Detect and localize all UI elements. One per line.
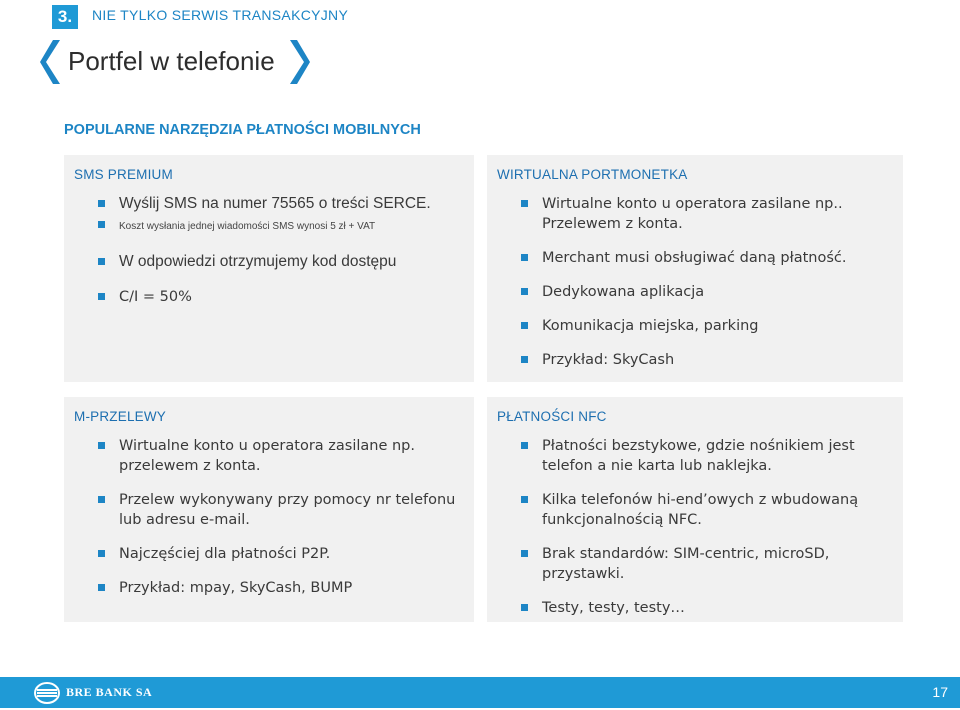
panel-title: SMS PREMIUM xyxy=(74,167,173,182)
list-item-text: Kilka telefonów hi-end’owych z wbudowaną funkcjonalnością NFC. xyxy=(542,492,859,528)
panel-m-transfers xyxy=(64,397,474,622)
list-item xyxy=(74,436,464,476)
list-item xyxy=(74,252,464,271)
panel-sms-premium xyxy=(64,155,474,382)
list-item-text: W odpowiedzi otrzymujemy kod dostępu xyxy=(119,253,397,270)
list-item xyxy=(74,215,464,236)
list-item-text: Wirtualne konto u operatora zasilane np.. Przelewem z konta. xyxy=(542,196,843,232)
footer-brand: BRE BANK SA xyxy=(66,685,153,699)
list-item xyxy=(497,282,893,302)
list-item xyxy=(497,490,893,530)
list-item-text: C/I = 50% xyxy=(119,289,192,305)
page-title: Portfel w telefonie xyxy=(68,46,275,76)
list-item xyxy=(497,316,893,336)
list-item xyxy=(497,436,893,476)
list-item xyxy=(497,248,893,268)
bullet-icon xyxy=(521,496,528,503)
list-item xyxy=(74,578,464,598)
page-number: 17 xyxy=(932,684,948,700)
list-item xyxy=(74,490,464,530)
list-item xyxy=(74,287,464,307)
bullet-icon xyxy=(98,200,105,207)
list-item xyxy=(497,350,893,370)
panel-virtual-wallet xyxy=(487,155,903,382)
list-item-text: Brak standardów: SIM-centric, microSD, przystawki. xyxy=(542,546,830,582)
bullet-icon xyxy=(98,550,105,557)
chevron-left-icon xyxy=(40,38,64,86)
list-item-text: Przykład: SkyCash xyxy=(542,352,675,368)
list-item-text: Dedykowana aplikacja xyxy=(542,284,705,300)
list-item-text: Najczęściej dla płatności P2P. xyxy=(119,546,331,562)
bullet-icon xyxy=(98,442,105,449)
list-item xyxy=(74,194,464,213)
list-item-text: Wirtualne konto u operatora zasilane np. przelewem z konta. xyxy=(119,438,415,474)
bullet-icon xyxy=(98,496,105,503)
section-number-badge: 3. xyxy=(52,5,78,29)
bullet-icon xyxy=(98,293,105,300)
section-title: NIE TYLKO SERWIS TRANSAKCYJNY xyxy=(92,7,349,23)
bullet-icon xyxy=(521,322,528,329)
bullet-icon xyxy=(521,200,528,207)
bre-bank-logo-icon xyxy=(34,682,60,704)
list-item xyxy=(497,598,893,618)
chevron-right-icon xyxy=(286,38,310,86)
list-item xyxy=(497,194,893,234)
bullet-icon xyxy=(521,254,528,261)
panel-nfc-payments xyxy=(487,397,903,622)
list-item-text: Przykład: mpay, SkyCash, BUMP xyxy=(119,580,353,596)
list-item-text: Merchant musi obsługiwać daną płatność. xyxy=(542,250,847,266)
bullet-icon xyxy=(521,442,528,449)
footer-bar xyxy=(0,677,960,708)
bullet-icon xyxy=(521,356,528,363)
bullet-icon xyxy=(98,258,105,265)
bullet-icon xyxy=(98,584,105,591)
list-item-text: Płatności bezstykowe, gdzie nośnikiem jest telefon a nie karta lub naklejka. xyxy=(542,438,855,474)
list-item xyxy=(497,544,893,584)
list-item-text: Przelew wykonywany przy pomocy nr telefonu lub adresu e-mail. xyxy=(119,492,456,528)
list-item-text: Wyślij SMS na numer 75565 o treści SERCE. xyxy=(119,195,431,212)
bullet-icon xyxy=(521,550,528,557)
list-item-text: Testy, testy, testy… xyxy=(542,600,685,616)
bullet-icon xyxy=(521,288,528,295)
panel-title: M-PRZELEWY xyxy=(74,409,167,424)
bullet-icon xyxy=(98,221,105,228)
list-item-text: Komunikacja miejska, parking xyxy=(542,318,759,334)
list-item-text: Koszt wysłania jednej wiadomości SMS wynosi 5 zł + VAT xyxy=(119,221,376,232)
bullet-icon xyxy=(521,604,528,611)
list-item xyxy=(74,544,464,564)
panel-title: WIRTUALNA PORTMONETKA xyxy=(497,167,688,182)
section-heading: POPULARNE NARZĘDZIA PŁATNOŚCI MOBILNYCH xyxy=(64,122,421,138)
panel-title: PŁATNOŚCI NFC xyxy=(497,409,607,424)
